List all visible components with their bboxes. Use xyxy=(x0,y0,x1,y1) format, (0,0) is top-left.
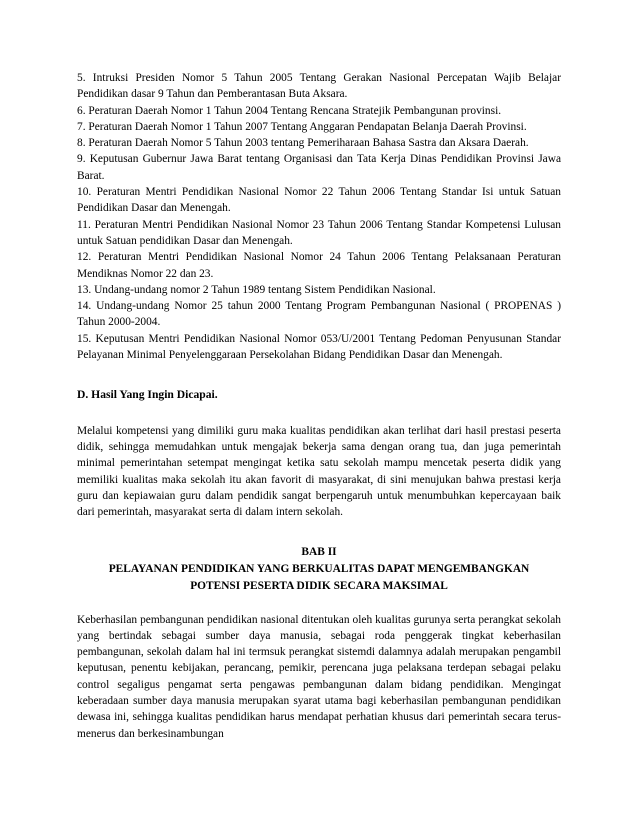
reference-item: 15. Keputusan Mentri Pendidikan Nasional Nomor 053/U/2001 Tentang Pedoman Penyusunan Standar Pelayanan Minimal Penyelenggaraan Persekolahan Bidang Pendidikan Dasar dan Menengah. xyxy=(77,332,561,362)
chapter-title-line: POTENSI PESERTA DIDIK SECARA MAKSIMAL xyxy=(190,579,448,592)
reference-item: 11. Peraturan Mentri Pendidikan Nasional Nomor 23 Tahun 2006 Tentang Standar Kompetensi Lulusan untuk Satuan pendidikan Dasar dan Menengah. xyxy=(77,218,561,247)
reference-item: 12. Peraturan Mentri Pendidikan Nasional Nomor 24 Tahun 2006 Tentang Pelaksanaan Peraturan Mendiknas Nomor 22 dan 23. xyxy=(77,251,561,280)
reference-item: 10. Peraturan Mentri Pendidikan Nasional Nomor 22 Tahun 2006 Tentang Standar Isi untuk Satuan Pendidikan Dasar dan Menengah. xyxy=(77,186,561,215)
chapter-title-line: PELAYANAN PENDIDIKAN YANG BERKUALITAS DAPAT MENGEMBANGKAN xyxy=(108,562,530,575)
section-paragraph: Melalui kompetensi yang dimiliki guru maka kualitas pendidikan akan terlihat dari hasil prestasi peserta didik, sehingga memudahkan untuk mengajak bekerja sama dengan orang tua, dan juga pemerintah minimal pemerintahan setempat mengingat ketika satu sekolah mampu mencetak peserta didik yang memiliki kualitas maka sekolah itu akan favorit di masyarakat, di sini menujukan bahwa prestasi kerja guru dan kepiawaian guru dalam pendidik sangat berpengaruh untuk menumbuhkan kepercayaan baik dari pemerintah, masyarakat serta di dalam intern sekolah. xyxy=(77,424,561,519)
chapter-label: BAB II xyxy=(301,546,337,559)
document-page xyxy=(77,70,561,742)
reference-item: 7. Peraturan Daerah Nomor 1 Tahun 2007 Tentang Anggaran Pendapatan Belanja Daerah Provinsi. xyxy=(77,120,527,133)
chapter-paragraph: Keberhasilan pembangunan pendidikan nasional ditentukan oleh kualitas gurunya serta perangkat sekolah yang bertindak sebagai sumber daya manusia, sebagai roda penggerak tingkat keberhasilan pembangunan, sekolah dalam hal ini termsuk perangkat sistemdi dalamnya adalah merupakan pengambil keputusan, penentu kebijakan, perancang, pemikir, perencana juga pelaksana terdepan sebagai pelaku control segaligus pengamat serta pengawas pembangunan dalam bidang pendidikan. Mengingat keberadaan sumber daya manusia merupakan syarat utama bagi keberhasilan pembangunan pendidikan dewasa ini, sehingga kualitas pendidikan harus mendapat perhatian khusus dari pemerintah secara terus-menerus dan berkesinambungan xyxy=(77,613,561,740)
reference-item: 8. Peraturan Daerah Nomor 5 Tahun 2003 tentang Pemeriharaan Bahasa Sastra dan Aksara Daerah. xyxy=(77,137,529,150)
reference-item: 14. Undang-undang Nomor 25 tahun 2000 Tentang Program Pembangunan Nasional ( PROPENAS ) Tahun 2000-2004. xyxy=(77,300,561,329)
section-heading: D. Hasil Yang Ingin Dicapai. xyxy=(77,388,218,402)
reference-item: 6. Peraturan Daerah Nomor 1 Tahun 2004 Tentang Rencana Stratejik Pembangunan provinsi. xyxy=(77,104,502,117)
reference-list xyxy=(77,70,561,363)
reference-item: 5. Intruksi Presiden Nomor 5 Tahun 2005 Tentang Gerakan Nasional Percepatan Wajib Belajar Pendidikan dasar 9 Tahun dan Pemberantasan Buta Aksara. xyxy=(77,72,561,101)
reference-item: 9. Keputusan Gubernur Jawa Barat tentang Organisasi dan Tata Kerja Dinas Pendidikan Provinsi Jawa Barat. xyxy=(77,153,561,182)
chapter-title xyxy=(71,561,567,595)
reference-item: 13. Undang-undang nomor 2 Tahun 1989 tentang Sistem Pendidikan Nasional. xyxy=(77,283,436,296)
